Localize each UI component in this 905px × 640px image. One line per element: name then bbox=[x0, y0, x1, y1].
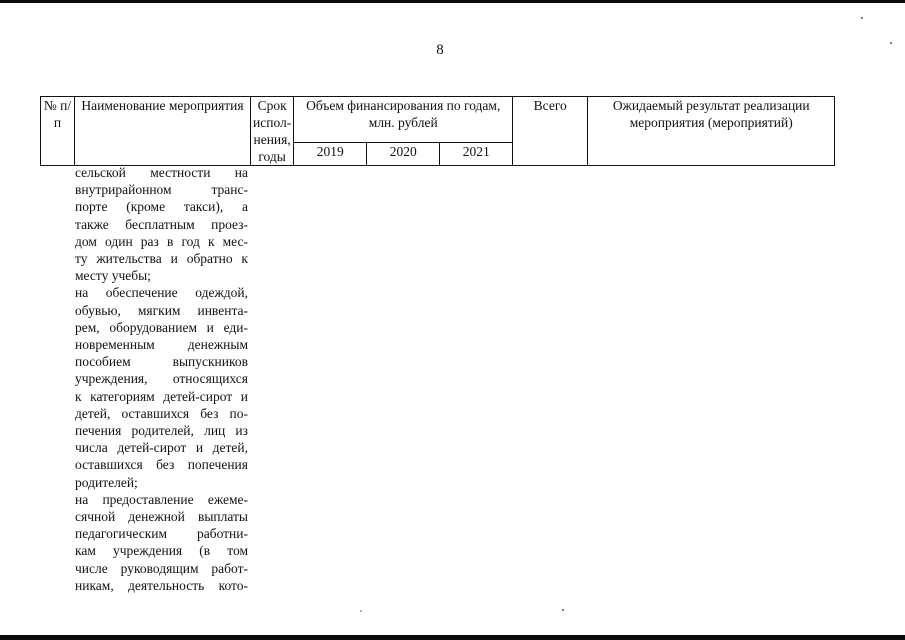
plan-table-header bbox=[40, 96, 835, 166]
body-text-line: сельской местности на bbox=[75, 165, 248, 180]
body-text-line: к категориям детей-сирот и bbox=[75, 388, 248, 404]
scan-speck bbox=[861, 17, 863, 19]
header-term: Срок испол-нения, годы bbox=[251, 97, 294, 166]
body-text-line: числа детей-сирот и детей, bbox=[75, 440, 248, 456]
body-text-line: оставшихся без попечения bbox=[75, 457, 248, 473]
body-text-line: сячной денежной выплаты bbox=[75, 509, 248, 525]
body-text-line: обувью, мягким инвента- bbox=[75, 302, 248, 318]
body-text-line: внутрирайонном транс- bbox=[75, 182, 248, 198]
body-text-line: родителей; bbox=[75, 474, 138, 490]
page-number: 8 bbox=[436, 42, 444, 58]
body-text-line: также бесплатным проез- bbox=[75, 216, 248, 232]
activity-description bbox=[75, 164, 248, 594]
header-result: Ожидаемый результат реализации мероприятия (мероприятий) bbox=[588, 97, 835, 166]
header-year: 2019 bbox=[294, 142, 367, 165]
header-funding: Объем финансирования по годам, млн. рублей bbox=[294, 97, 513, 143]
body-text-line: рем, оборудованием и еди- bbox=[75, 319, 248, 335]
body-text-line: новременным денежным bbox=[75, 337, 248, 353]
header-name: Наименование мероприятия bbox=[75, 97, 251, 166]
body-text-line: пособием выпускников bbox=[75, 354, 248, 370]
scan-border-top bbox=[0, 0, 905, 3]
scan-speck bbox=[360, 610, 362, 612]
body-text-line: ту жительства и обратно к bbox=[75, 251, 248, 267]
header-year: 2021 bbox=[440, 142, 513, 165]
header-num: № п/п bbox=[41, 97, 75, 166]
body-text-line: порте (кроме такси), а bbox=[75, 199, 248, 215]
body-text-line: никам, деятельность кото- bbox=[75, 577, 248, 593]
body-text-line: кам учреждения (в том bbox=[75, 543, 248, 559]
body-text-line: детей, оставшихся без по- bbox=[75, 405, 248, 421]
body-text-line: педагогическим работни- bbox=[75, 526, 248, 542]
body-text-line: печения родителей, лиц из bbox=[75, 423, 248, 439]
body-text-line: числе руководящим работ- bbox=[75, 560, 248, 576]
header-total: Всего bbox=[513, 97, 588, 166]
body-text-line: на предоставление ежеме- bbox=[75, 491, 248, 507]
body-text-line: на обеспечение одеждой, bbox=[75, 285, 248, 301]
body-text-line: дом один раз в год к мес- bbox=[75, 233, 248, 249]
body-text-line: учреждения, относящихся bbox=[75, 371, 248, 387]
scan-speck bbox=[562, 609, 564, 611]
scan-border-bottom bbox=[0, 635, 905, 640]
header-year: 2020 bbox=[367, 142, 440, 165]
scan-speck bbox=[890, 42, 892, 44]
body-text-line: месту учебы; bbox=[75, 268, 151, 284]
